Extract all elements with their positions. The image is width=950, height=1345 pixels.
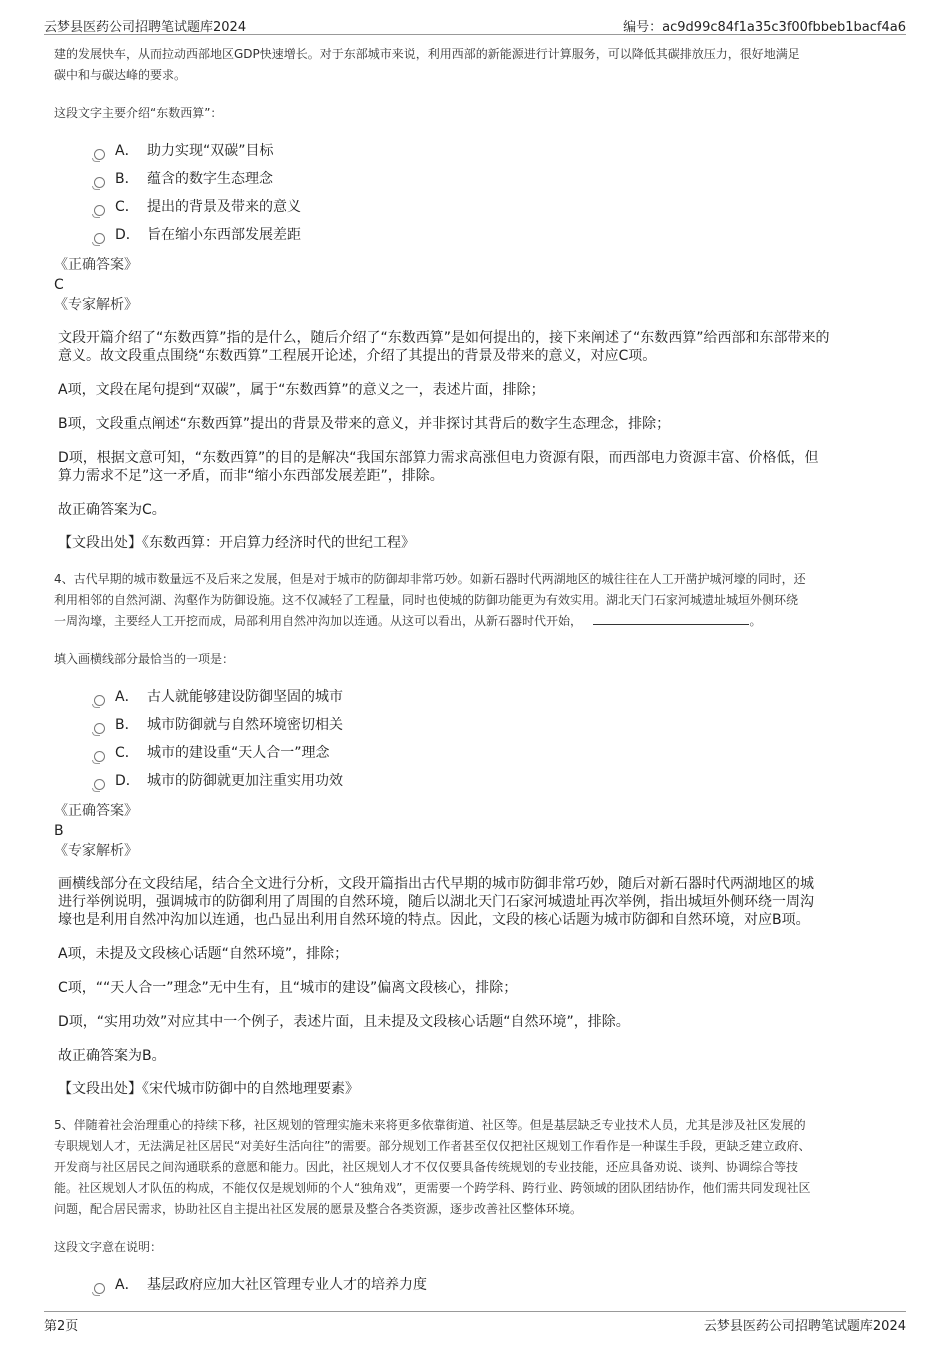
q5-options [94, 1271, 904, 1299]
q4-source: 【文段出处】《宋代城市防御中的自然地理要素》 [58, 1081, 359, 1097]
q4-answer-label: 《正确答案》 [54, 803, 138, 819]
radio-icon[interactable] [94, 723, 105, 734]
q3-passage [54, 44, 904, 86]
q5-option-a[interactable]: A． 基层政府应加大社区管理专业人才的培养力度 [94, 1271, 904, 1299]
footer-title: 云梦县医药公司招聘笔试题库2024 [703, 1319, 906, 1334]
q3-option-a[interactable]: A． 助力实现“双碳”目标 [94, 137, 904, 165]
passage-line: 4、古代早期的城市数量远不及后来之发展，但是对于城市的防御却非常巧妙。如新石器时代两湖地区的城往往在人工开凿护城河壕的同时，还 [54, 572, 806, 586]
passage-line: 利用相邻的自然河湖、沟壑作为防御设施。这不仅减轻了工程量，同时也使城的防御功能更为有效实用。湖北天门石家河城遗址城垣外侧环绕 [54, 593, 799, 607]
q4-option-a[interactable]: A． 古人就能够建设防御坚固的城市 [94, 683, 904, 711]
analysis-line: C项，““天人合一”理念”无中生有，且“城市的建设”偏离文段核心，排除； [58, 980, 518, 996]
analysis-line: 算力需求不足”这一矛盾，而非“缩小东西部发展差距”，排除。 [58, 468, 444, 484]
passage-line: 建的发展快车，从而拉动西部地区GDP快速增长。对于东部城市来说，利用西部的新能源进行计算服务，可以降低其碳排放压力，很好地满足 [54, 47, 800, 61]
analysis-line: 故正确答案为B。 [58, 1048, 166, 1064]
q4-analysis-label: 《专家解析》 [54, 843, 138, 859]
q3-options [94, 137, 904, 249]
passage-line: 开发商与社区居民之间沟通联系的意愿和能力。因此，社区规划人才不仅仅要具备传统规划的专业技能，还应具备劝说、谈判、协调综合等技 [54, 1160, 799, 1174]
analysis-line: B项，文段重点阐述“东数西算”提出的背景及带来的意义，并非探讨其背后的数字生态理念，排除； [58, 416, 671, 432]
analysis-line: D项，根据文意可知，“东数西算”的目的是解决“我国东部算力需求高涨但电力资源有限，而西部电力资源丰富、价格低，但 [58, 450, 819, 466]
q4-option-c[interactable]: C． 城市的建设重“天人合一”理念 [94, 739, 904, 767]
q4-analysis [58, 875, 904, 1065]
q3-analysis [58, 329, 904, 519]
q3-option-b[interactable]: B． 蕴含的数字生态理念 [94, 165, 904, 193]
page-content [54, 44, 904, 1299]
page-number: 第2页 [44, 1319, 79, 1334]
q4-answer: B [54, 823, 64, 839]
radio-icon[interactable] [94, 751, 105, 762]
q4-option-d[interactable]: D． 城市的防御就更加注重实用功效 [94, 767, 904, 795]
radio-icon[interactable] [94, 233, 105, 244]
fill-blank [593, 612, 749, 625]
header-doc-id: 编号：ac9d99c84f1a35c3f00fbbeb1bacf4a6 [623, 20, 906, 35]
analysis-line: 壕也是利用自然冲沟加以连通，也凸显出利用自然环境的特点。因此，文段的核心话题为城市防御和自然环境，对应B项。 [58, 912, 810, 928]
analysis-line: 文段开篇介绍了“东数西算”指的是什么，随后介绍了“东数西算”是如何提出的，接下来阐述了“东数西算”给西部和东部带来的 [58, 330, 830, 346]
radio-icon[interactable] [94, 149, 105, 160]
radio-icon[interactable] [94, 695, 105, 706]
passage-line: 问题，配合居民需求，协助社区自主提出社区发展的愿景及整合各类资源，逐步改善社区整体环境。 [54, 1202, 583, 1216]
passage-line: 5、伴随着社会治理重心的持续下移，社区规划的管理实施未来将更多依靠街道、社区等。但是基层缺乏专业技术人员，尤其是涉及社区发展的 [54, 1118, 806, 1132]
q3-answer-label: 《正确答案》 [54, 257, 138, 273]
page-footer [44, 1311, 906, 1334]
analysis-line: D项，“实用功效”对应其中一个例子，表述片面，且未提及文段核心话题“自然环境”，排除。 [58, 1014, 630, 1030]
q4-passage [54, 569, 904, 632]
passage-line: 一周沟壕，主要经人工开挖而成，局部利用自然冲沟加以连通。从这可以看出，从新石器时代开始， 。 [54, 614, 762, 628]
passage-line: 能。社区规划人才队伍的构成，不能仅仅是规划师的个人“独角戏”，更需要一个跨学科、跨行业、跨领域的团队团结协作，他们需共同发现社区 [54, 1181, 811, 1195]
passage-line: 专职规划人才，无法满足社区居民“对美好生活向往”的需要。部分规划工作者甚至仅仅把社区规划工作看作是一种谋生手段，更缺乏建立政府、 [54, 1139, 811, 1153]
q4-option-b[interactable]: B． 城市防御就与自然环境密切相关 [94, 711, 904, 739]
q3-option-c[interactable]: C． 提出的背景及带来的意义 [94, 193, 904, 221]
q3-analysis-label: 《专家解析》 [54, 297, 138, 313]
analysis-line: 故正确答案为C。 [58, 502, 166, 518]
q5-prompt: 这段文字意在说明： [54, 1240, 163, 1254]
radio-icon[interactable] [94, 1283, 105, 1294]
analysis-line: 画横线部分在文段结尾，结合全文进行分析，文段开篇指出古代早期的城市防御非常巧妙，随后对新石器时代两湖地区的城 [58, 876, 814, 892]
q5-passage [54, 1115, 904, 1220]
radio-icon[interactable] [94, 177, 105, 188]
q3-option-d[interactable]: D． 旨在缩小东西部发展差距 [94, 221, 904, 249]
header-title: 云梦县医药公司招聘笔试题库2024 [44, 20, 247, 35]
q4-options [94, 683, 904, 795]
radio-icon[interactable] [94, 205, 105, 216]
analysis-line: 进行举例说明，强调城市的防御利用了周围的自然环境，随后以湖北天门石家河城遗址再次举例，指出城垣外侧环绕一周沟 [58, 894, 814, 910]
analysis-line: A项，文段在尾句提到“双碳”，属于“东数西算”的意义之一，表述片面，排除； [58, 382, 545, 398]
q3-prompt: 这段文字主要介绍“东数西算”： [54, 106, 223, 120]
radio-icon[interactable] [94, 779, 105, 790]
page-header [44, 12, 906, 35]
q3-answer: C [54, 277, 64, 293]
analysis-line: A项，未提及文段核心话题“自然环境”，排除； [58, 946, 349, 962]
q3-source: 【文段出处】《东数西算：开启算力经济时代的世纪工程》 [58, 535, 415, 551]
analysis-line: 意义。故文段重点围绕“东数西算”工程展开论述，介绍了其提出的背景及带来的意义，对应C项。 [58, 348, 657, 364]
q4-prompt: 填入画横线部分最恰当的一项是： [54, 652, 235, 666]
passage-line: 碳中和与碳达峰的要求。 [54, 68, 187, 82]
